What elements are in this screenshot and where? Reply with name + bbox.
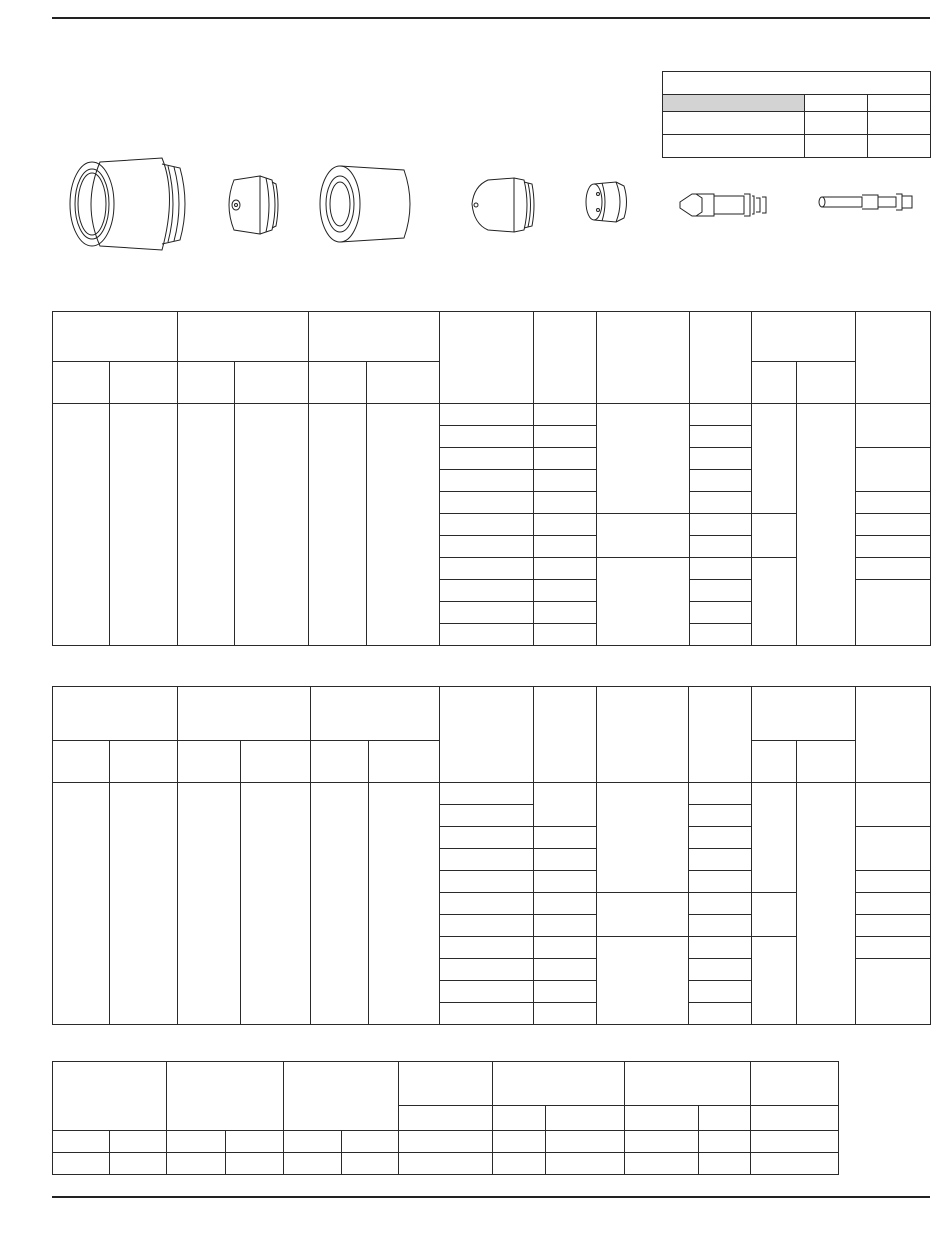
legend-row — [663, 112, 931, 135]
table-cell — [440, 783, 534, 805]
table-cell — [690, 624, 752, 646]
table-cell — [689, 937, 752, 959]
table-cell — [689, 915, 752, 937]
header-cell — [752, 687, 856, 741]
table-cell — [440, 470, 534, 492]
table-cell — [597, 404, 690, 514]
table-cell — [226, 1131, 284, 1153]
table-cell — [856, 536, 931, 558]
process-table-2 — [52, 686, 931, 1025]
table-cell — [690, 514, 752, 536]
table-cell — [597, 893, 689, 937]
table-cell — [534, 448, 597, 470]
table-header-row — [53, 687, 931, 741]
table-cell — [440, 871, 534, 893]
table-cell — [689, 827, 752, 849]
header-cell — [856, 312, 931, 404]
table-cell — [856, 492, 931, 514]
table-cell — [690, 426, 752, 448]
table-cell — [597, 783, 689, 893]
table-cell — [534, 536, 597, 558]
table-cell — [440, 624, 534, 646]
table-cell — [856, 915, 931, 937]
electrode-icon — [680, 194, 766, 216]
table-cell — [751, 1153, 839, 1175]
header-cell — [546, 1106, 625, 1131]
table-header-row — [53, 1062, 839, 1106]
table-cell — [752, 514, 797, 558]
legend-row — [663, 95, 931, 112]
table-cell — [856, 783, 931, 827]
table-cell — [689, 1003, 752, 1025]
header-cell — [534, 687, 597, 783]
table-cell — [53, 404, 110, 646]
header-cell — [53, 1062, 167, 1131]
table-cell — [856, 558, 931, 580]
table-cell — [856, 448, 931, 492]
table-cell — [625, 1131, 699, 1153]
table-cell — [534, 580, 597, 602]
table-cell — [440, 805, 534, 827]
table-cell — [534, 783, 597, 827]
table-cell — [546, 1153, 625, 1175]
header-cell — [625, 1062, 751, 1106]
header-cell — [752, 362, 797, 404]
table-cell — [699, 1131, 751, 1153]
table-cell — [493, 1153, 546, 1175]
header-cell — [309, 362, 367, 404]
table-cell — [440, 404, 534, 426]
header-cell — [493, 1062, 625, 1106]
table-cell — [167, 1131, 226, 1153]
table-cell — [534, 624, 597, 646]
header-cell — [399, 1062, 493, 1106]
table-cell — [493, 1131, 546, 1153]
table-cell — [178, 783, 241, 1025]
table-cell — [440, 558, 534, 580]
table-cell — [690, 536, 752, 558]
table-cell — [309, 404, 367, 646]
table-cell — [440, 448, 534, 470]
table-cell — [534, 827, 597, 849]
header-cell — [235, 362, 309, 404]
table-cell — [546, 1131, 625, 1153]
nozzle-icon — [472, 178, 534, 232]
table-cell — [689, 959, 752, 981]
table-cell — [689, 893, 752, 915]
header-cell — [167, 1062, 284, 1131]
table-cell — [178, 404, 235, 646]
header-cell — [110, 741, 178, 783]
table-cell — [110, 783, 178, 1025]
nozzle-retaining-cap-icon — [229, 176, 278, 234]
table-cell — [856, 580, 931, 646]
table-cell — [597, 937, 689, 1025]
legend-header-row — [663, 72, 931, 95]
table-cell — [342, 1131, 399, 1153]
header-cell — [751, 1062, 839, 1106]
table-cell — [690, 448, 752, 470]
header-cell — [178, 687, 311, 741]
table-cell — [53, 1153, 110, 1175]
legend-shaded-cell — [663, 95, 805, 112]
table-cell — [752, 404, 797, 514]
header-cell — [440, 687, 534, 783]
table-cell — [440, 580, 534, 602]
header-cell — [367, 362, 440, 404]
table-cell — [534, 981, 597, 1003]
table-cell — [752, 893, 797, 937]
table-cell — [440, 959, 534, 981]
header-cell — [493, 1106, 546, 1131]
legend-header-cell — [663, 72, 931, 95]
table-cell — [284, 1153, 342, 1175]
table-cell — [342, 1153, 399, 1175]
header-cell — [752, 741, 797, 783]
header-cell — [399, 1106, 493, 1131]
table-cell — [856, 404, 931, 448]
bottom-rule — [52, 1196, 930, 1198]
table-cell — [440, 602, 534, 624]
table-row — [53, 1131, 839, 1153]
legend-cell — [805, 112, 868, 135]
table-cell — [625, 1153, 699, 1175]
process-table-3 — [52, 1061, 839, 1175]
table-cell — [440, 849, 534, 871]
table-cell — [367, 404, 440, 646]
table-cell — [440, 827, 534, 849]
table-cell — [690, 580, 752, 602]
table-cell — [110, 404, 178, 646]
table-cell — [752, 783, 797, 893]
table-cell — [110, 1153, 167, 1175]
table-cell — [690, 404, 752, 426]
table-cell — [689, 981, 752, 1003]
table-cell — [235, 404, 309, 646]
table-cell — [797, 783, 856, 1025]
legend-table — [662, 71, 931, 158]
table-cell — [534, 849, 597, 871]
header-cell — [53, 312, 178, 362]
table-cell — [534, 915, 597, 937]
legend-cell — [663, 112, 805, 135]
table-cell — [699, 1153, 751, 1175]
water-tube-icon — [819, 194, 912, 210]
table-cell — [53, 783, 110, 1025]
table-cell — [534, 492, 597, 514]
header-cell — [751, 1106, 839, 1131]
header-cell — [53, 741, 110, 783]
retaining-cap-icon — [320, 166, 410, 242]
process-table-1 — [52, 311, 931, 646]
legend-cell — [868, 95, 931, 112]
table-cell — [53, 1131, 110, 1153]
table-cell — [534, 959, 597, 981]
table-cell — [597, 514, 690, 558]
table-cell — [690, 558, 752, 580]
table-cell — [440, 981, 534, 1003]
shield-icon — [70, 158, 185, 250]
table-cell — [534, 937, 597, 959]
header-cell — [110, 362, 178, 404]
table-cell — [534, 426, 597, 448]
top-rule — [52, 17, 930, 19]
table-cell — [752, 558, 797, 646]
table-cell — [369, 783, 440, 1025]
swirl-ring-icon — [586, 182, 627, 222]
header-cell — [534, 312, 597, 404]
header-cell — [178, 741, 241, 783]
table-cell — [440, 915, 534, 937]
table-cell — [534, 558, 597, 580]
header-cell — [369, 741, 440, 783]
table-cell — [689, 783, 752, 805]
table-cell — [399, 1153, 493, 1175]
header-cell — [53, 687, 178, 741]
table-cell — [856, 937, 931, 959]
header-cell — [699, 1106, 751, 1131]
table-cell — [534, 871, 597, 893]
header-cell — [597, 687, 689, 783]
table-cell — [440, 426, 534, 448]
table-cell — [440, 937, 534, 959]
table-cell — [856, 959, 931, 1025]
consumable-parts-illustration — [52, 150, 930, 260]
table-cell — [690, 470, 752, 492]
table-cell — [856, 893, 931, 915]
table-cell — [856, 871, 931, 893]
header-cell — [53, 362, 110, 404]
table-cell — [752, 937, 797, 1025]
table-cell — [690, 602, 752, 624]
table-cell — [440, 514, 534, 536]
table-cell — [399, 1131, 493, 1153]
header-cell — [311, 687, 440, 741]
table-row — [53, 1153, 839, 1175]
table-cell — [689, 871, 752, 893]
table-cell — [534, 602, 597, 624]
table-cell — [534, 514, 597, 536]
header-cell — [440, 312, 534, 404]
table-row — [53, 783, 931, 805]
table-cell — [534, 470, 597, 492]
header-cell — [311, 741, 369, 783]
table-cell — [534, 404, 597, 426]
header-cell — [797, 741, 856, 783]
header-cell — [689, 687, 752, 783]
header-cell — [241, 741, 311, 783]
header-cell — [690, 312, 752, 404]
legend-cell — [805, 95, 868, 112]
table-cell — [689, 849, 752, 871]
table-cell — [440, 1003, 534, 1025]
table-cell — [690, 492, 752, 514]
table-cell — [856, 827, 931, 871]
table-cell — [689, 805, 752, 827]
table-cell — [226, 1153, 284, 1175]
header-cell — [178, 312, 309, 362]
table-row — [53, 404, 931, 426]
table-cell — [311, 783, 369, 1025]
table-cell — [440, 536, 534, 558]
header-cell — [856, 687, 931, 783]
table-cell — [534, 1003, 597, 1025]
header-cell — [597, 312, 690, 404]
table-cell — [534, 893, 597, 915]
table-cell — [284, 1131, 342, 1153]
table-cell — [751, 1131, 839, 1153]
table-cell — [597, 558, 690, 646]
table-cell — [856, 514, 931, 536]
table-cell — [241, 783, 311, 1025]
table-cell — [797, 404, 856, 646]
header-cell — [625, 1106, 699, 1131]
header-cell — [178, 362, 235, 404]
table-cell — [440, 492, 534, 514]
header-cell — [752, 312, 856, 362]
table-cell — [167, 1153, 226, 1175]
table-header-row — [53, 312, 931, 362]
legend-cell — [868, 112, 931, 135]
header-cell — [284, 1062, 399, 1131]
table-cell — [440, 893, 534, 915]
header-cell — [797, 362, 856, 404]
header-cell — [309, 312, 440, 362]
table-cell — [110, 1131, 167, 1153]
